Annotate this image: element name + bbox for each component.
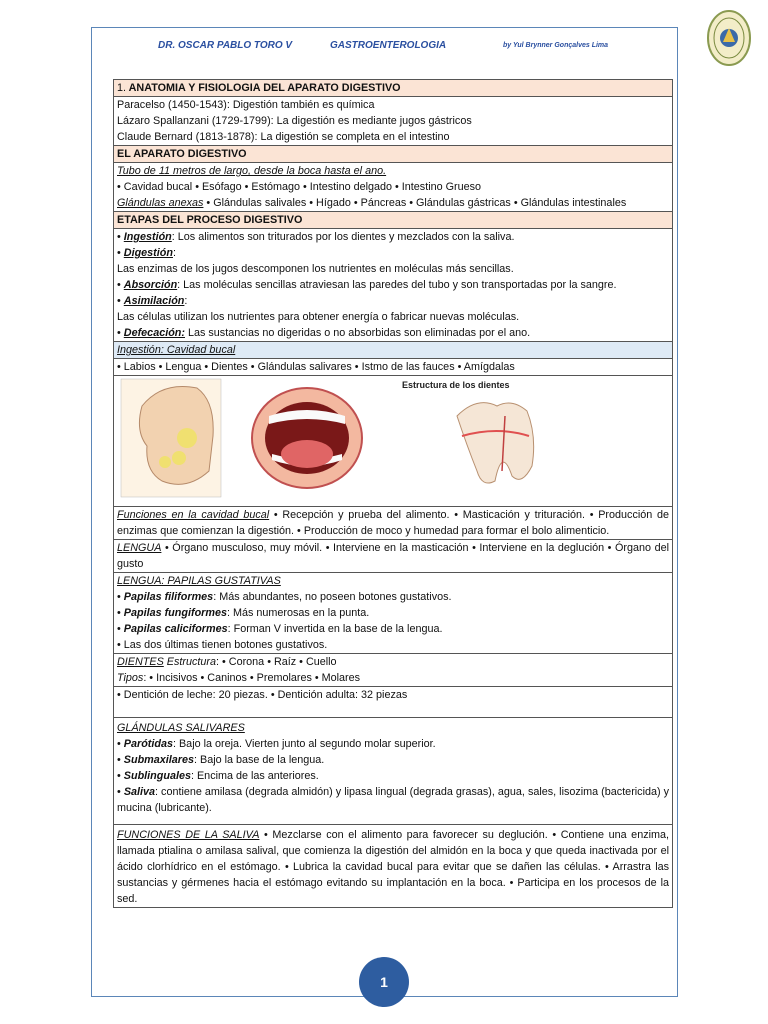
dientes-block: DIENTES Estructura: • Corona • Raíz • Cuello Tipos: • Incisivos • Caninos • Premolares • Molares bbox=[114, 654, 673, 687]
history-block: Paracelso (1450-1543): Digestión también es química Lázaro Spallanzani (1729-1799): La digestión es mediante jugos gástricos Claude Bernard (1813-1878): La digestión se completa en el intestino bbox=[114, 97, 673, 146]
author-name: DR. OSCAR PABLO TORO V bbox=[158, 40, 293, 51]
teeth-figure-title: Estructura de los dientes bbox=[402, 380, 510, 390]
anatomy-figures bbox=[114, 376, 673, 507]
funciones-cavidad: Funciones en la cavidad bucal • Recepción y prueba del alimento. • Masticación y trituración. • Producción de enzimas que comienzan la digestión. • Producción de moco y humedad para formar el bolo alimenticio. bbox=[114, 507, 673, 540]
section-title-anatomia: 1. ANATOMIA Y FISIOLOGIA DEL APARATO DIGESTIVO bbox=[114, 80, 673, 97]
page-header bbox=[0, 40, 768, 56]
section-title-etapas: ETAPAS DEL PROCESO DIGESTIVO bbox=[114, 212, 673, 229]
content-table bbox=[113, 79, 673, 908]
aparato-block: Tubo de 11 metros de largo, desde la boca hasta el ano. • Cavidad bucal • Esófago • Estómago • Intestino delgado • Intestino Grueso Glándulas anexas • Glándulas salivales • Hígado • Páncreas • Glándulas gástricas • Glándulas intestinales bbox=[114, 163, 673, 212]
etapas-block: • Ingestión: Los alimentos son triturados por los dientes y mezclados con la saliva. • Digestión: Las enzimas de los jugos descomponen los nutrientes en moléculas más sencillas. • Absorción: Las moléculas sencillas atraviesan las paredes del tubo y son transportadas por la sangre. • Asimilación: Las células utilizan los nutrientes para obtener energía o fabricar nuevas moléculas. • Defecación: Las sustancias no digeridas o no absorbidas son eliminadas por el ano. bbox=[114, 229, 673, 342]
glandulas-block: GLÁNDULAS SALIVARES • Parótidas: Bajo la oreja. Vierten junto al segundo molar superior. • Submaxilares: Bajo la base de la lengua. • Sublinguales: Encima de las anteriores. • Saliva: contiene amilasa (degrada almidón) y lipasa lingual (degrada grasas), agua, sales, lisozima (bactericida) y mucina (lubricante). bbox=[114, 718, 673, 825]
subject-name: GASTROENTEROLOGIA bbox=[330, 40, 447, 51]
mouth-anatomy-figure bbox=[117, 376, 669, 501]
lengua-block: LENGUA • Órgano musculoso, muy móvil. • Interviene en la masticación • Interviene en la deglución • Órgano del gusto bbox=[114, 540, 673, 573]
section-title-aparato: EL APARATO DIGESTIVO bbox=[114, 146, 673, 163]
denticion-block: • Dentición de leche: 20 piezas. • Dentición adulta: 32 piezas bbox=[114, 687, 673, 718]
papilas-block: LENGUA: PAPILAS GUSTATIVAS • Papilas filiformes: Más abundantes, no poseen botones gustativos. • Papilas fungiformes: Más numerosas en la punta. • Papilas caliciformes: Forman V invertida en la base de la lengua. • Las dos últimas tienen botones gustativos. bbox=[114, 573, 673, 654]
page-number: 1 bbox=[359, 957, 409, 1007]
university-seal-icon bbox=[707, 10, 751, 66]
section-title-cavidad: Ingestión: Cavidad bucal bbox=[114, 342, 673, 359]
cavidad-parts: • Labios • Lengua • Dientes • Glándulas salivares • Istmo de las fauces • Amígdalas bbox=[114, 359, 673, 376]
credit-text: by Yul Brynner Gonçalves Lima bbox=[503, 42, 609, 49]
funciones-saliva: FUNCIONES DE LA SALIVA • Mezclarse con el alimento para favorecer su deglución. • Contiene una enzima, llamada ptialina o amilasa salival, que comienza la digestión del almidón en la boca y que queda inactivada por el ácido clorhídrico en el estómago. • Lubrica la cavidad bucal para evitar que se dañen las células. • Arrastra las sustancias y gérmenes hacia el estómago evitando su implantación en la boca. • Participa en los procesos de la sed. bbox=[114, 825, 673, 908]
